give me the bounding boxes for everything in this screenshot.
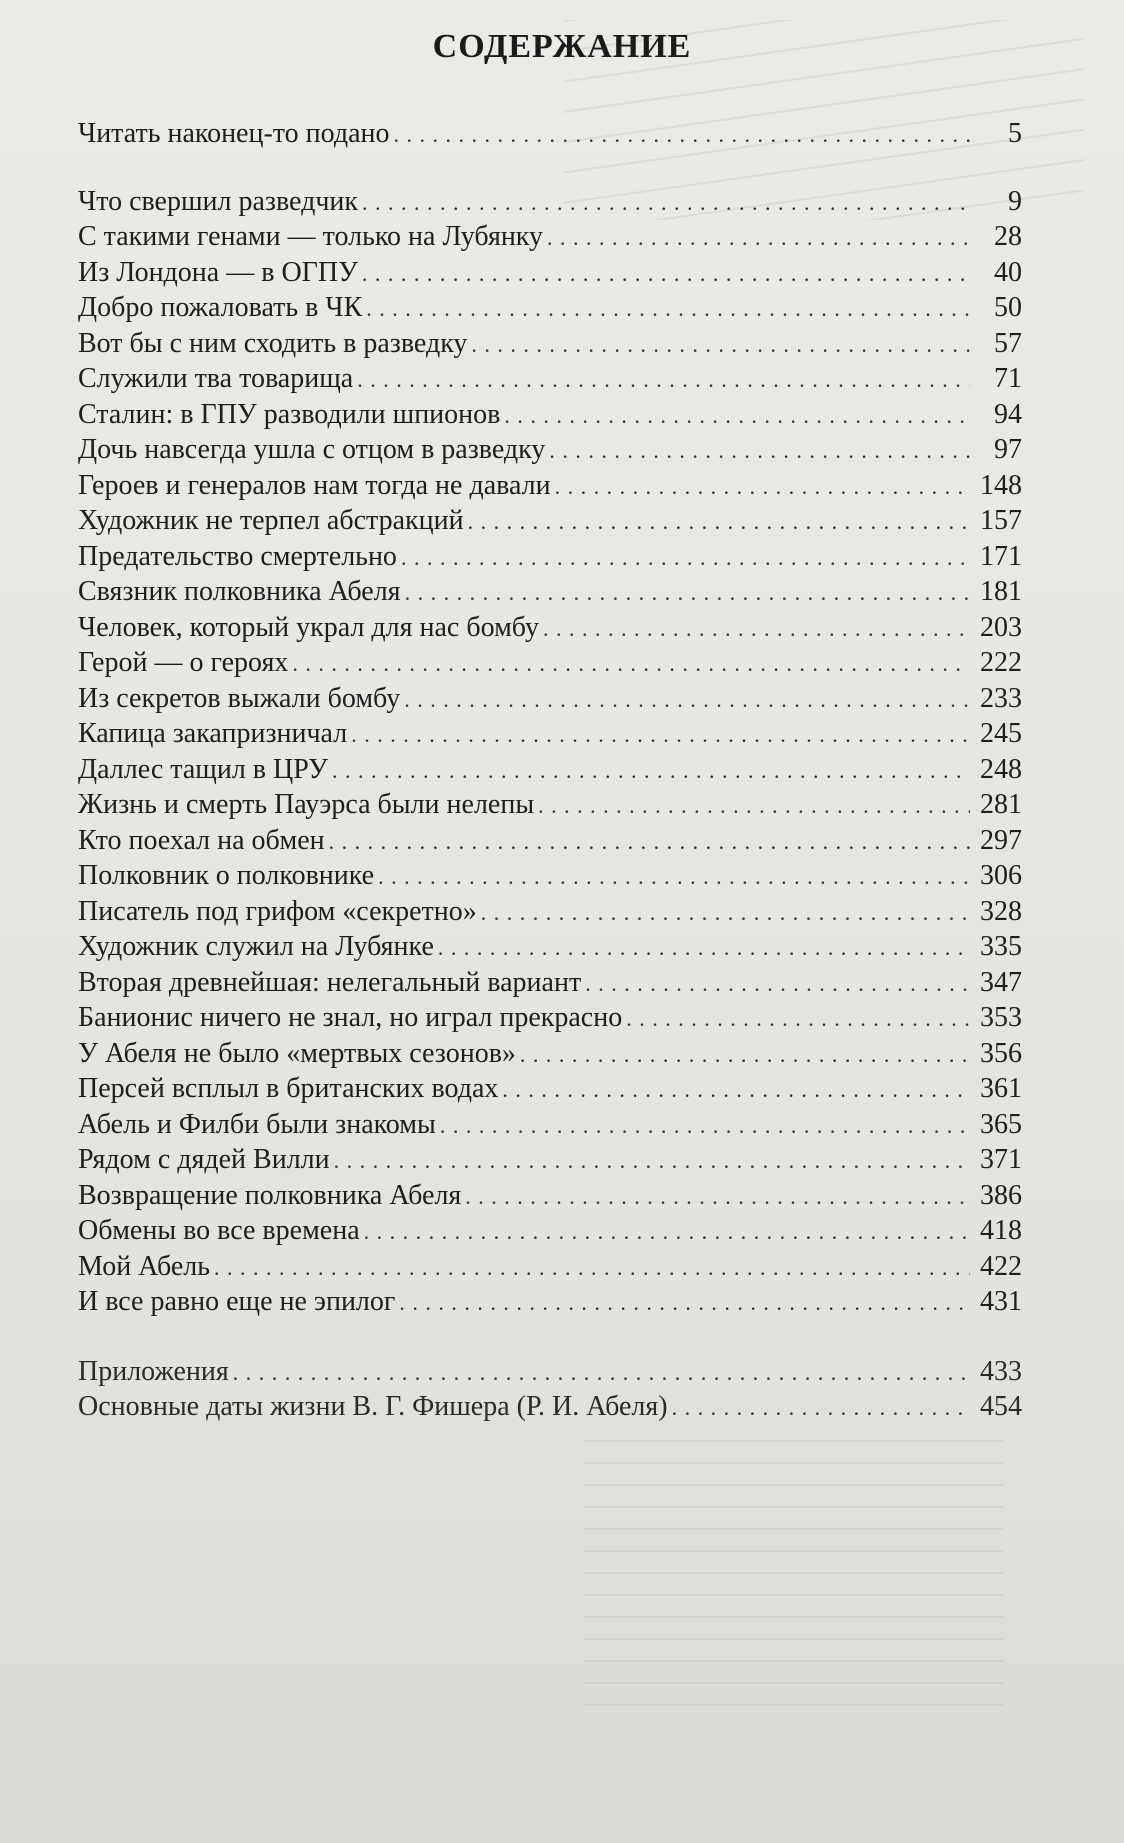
toc-entry xyxy=(78,894,1022,930)
toc-entry-title: Что свершил разведчик xyxy=(78,185,359,217)
leader-dots xyxy=(549,433,970,469)
toc-entry-page: 233 xyxy=(980,682,1022,714)
toc-entry-page: 171 xyxy=(980,540,1022,572)
section-spacer xyxy=(78,152,1022,184)
toc-entry xyxy=(78,929,1022,965)
toc-entry xyxy=(78,1389,1022,1425)
toc-entry-page: 222 xyxy=(980,647,1022,678)
leader-dots xyxy=(481,895,970,931)
toc-entry-title: С такими генами — только на Лубянку xyxy=(78,221,544,252)
leader-dots xyxy=(404,682,970,718)
toc-entry-page: 353 xyxy=(980,1002,1022,1033)
toc-entry-page: 203 xyxy=(980,611,1022,643)
toc-entry-title: Мой Абель xyxy=(78,1250,211,1282)
toc-entry-title: Сталин: в ГПУ разводили шпионов xyxy=(78,398,501,430)
toc-entry xyxy=(78,610,1022,646)
leader-dots xyxy=(351,717,970,753)
toc-entry-title: Читать наконец-то подано xyxy=(78,118,390,149)
toc-entry xyxy=(78,290,1022,326)
toc-entry xyxy=(78,1354,1022,1390)
toc-entry-title: Полковник о полковнике xyxy=(78,860,375,891)
toc-entry-title: Связник полковника Абеля xyxy=(78,576,401,607)
toc-entry xyxy=(78,787,1022,823)
toc-entry-page: 431 xyxy=(980,1286,1022,1317)
toc-entry-page: 57 xyxy=(994,327,1022,359)
toc-appendix-section xyxy=(78,1354,1022,1425)
toc-entry-title: Рядом с дядей Вилли xyxy=(78,1144,330,1175)
toc-entry xyxy=(78,1284,1022,1320)
toc-entry xyxy=(78,539,1022,575)
leader-dots xyxy=(672,1390,970,1426)
page-title: СОДЕРЖАНИЕ xyxy=(432,28,692,65)
toc-entry-page: 386 xyxy=(980,1179,1022,1211)
toc-entry-page: 328 xyxy=(980,895,1022,927)
leader-dots xyxy=(438,930,970,966)
toc-entry-title: Даллес тащил в ЦРУ xyxy=(78,753,328,785)
toc-entry xyxy=(78,1107,1022,1143)
toc-entry-page: 248 xyxy=(980,753,1022,785)
toc-entry-title: Персей всплыл в британских водах xyxy=(78,1073,499,1104)
toc-entry-page: 97 xyxy=(994,434,1022,465)
toc-entry-title: Из Лондона — в ОГПУ xyxy=(78,256,358,288)
leader-dots xyxy=(520,1037,970,1073)
toc-entry-title: Банионис ничего не знал, но играл прекрасно xyxy=(78,1002,623,1033)
toc-entry-title: Абель и Филби были знакомы xyxy=(78,1108,436,1140)
toc-entry-title: Писатель под грифом «секретно» xyxy=(78,895,477,927)
leader-dots xyxy=(334,1143,970,1179)
toc-entry-title: Возвращение полковника Абеля xyxy=(78,1179,462,1211)
toc-entry-page: 5 xyxy=(1008,118,1022,149)
leader-dots xyxy=(401,540,970,576)
leader-dots xyxy=(504,398,970,434)
toc-entry-page: 40 xyxy=(994,256,1022,288)
toc-entry-page: 433 xyxy=(980,1355,1022,1387)
leader-dots xyxy=(332,753,970,789)
toc-entry-page: 28 xyxy=(994,221,1022,252)
toc-entry-title: Художник не терпел абстракций xyxy=(78,505,464,536)
toc-entry xyxy=(78,823,1022,859)
toc-entry-title: Кто поехал на обмен xyxy=(78,824,325,856)
toc-entry xyxy=(78,1036,1022,1072)
toc-entry xyxy=(78,574,1022,610)
leader-dots xyxy=(399,1285,970,1321)
leader-dots xyxy=(357,362,970,398)
toc-entry xyxy=(78,752,1022,788)
leader-dots xyxy=(543,611,970,647)
leader-dots xyxy=(585,966,970,1002)
toc-entry xyxy=(78,1178,1022,1214)
leader-dots xyxy=(538,788,970,824)
leader-dots xyxy=(394,117,971,153)
toc-entry-page: 454 xyxy=(980,1391,1022,1422)
toc-entry-title: Художник служил на Лубянке xyxy=(78,931,434,962)
leader-dots xyxy=(362,185,970,221)
leader-dots xyxy=(626,1001,970,1037)
toc-entry-page: 50 xyxy=(994,292,1022,323)
toc-entry xyxy=(78,503,1022,539)
toc-entry-page: 365 xyxy=(980,1108,1022,1140)
toc-entry-page: 371 xyxy=(980,1144,1022,1175)
toc-entry-page: 422 xyxy=(980,1250,1022,1282)
toc-entry-title: Основные даты жизни В. Г. Фишера (Р. И. Абеля) xyxy=(78,1391,668,1422)
toc-entry xyxy=(78,858,1022,894)
leader-dots xyxy=(329,824,970,860)
leader-dots xyxy=(468,504,970,540)
leader-dots xyxy=(378,859,970,895)
toc-entry-page: 181 xyxy=(980,576,1022,607)
toc-entry xyxy=(78,681,1022,717)
toc-entry-page: 94 xyxy=(994,398,1022,430)
toc-entry-title: Обмены во все времена xyxy=(78,1215,360,1246)
leader-dots xyxy=(405,575,970,611)
toc-entry xyxy=(78,1249,1022,1285)
toc-entry-page: 245 xyxy=(980,718,1022,749)
toc-entry-page: 306 xyxy=(980,860,1022,891)
toc-intro-section xyxy=(78,116,1022,152)
leader-dots xyxy=(555,469,970,505)
section-spacer xyxy=(78,1320,1022,1354)
toc-entry xyxy=(78,219,1022,255)
toc-entry-title: Жизнь и смерть Пауэрса были нелепы xyxy=(78,789,535,820)
toc-entry-page: 297 xyxy=(980,824,1022,856)
toc-entry xyxy=(78,645,1022,681)
toc-entry xyxy=(78,716,1022,752)
toc-entry-title: Человек, который украл для нас бомбу xyxy=(78,611,539,643)
toc-entry-page: 9 xyxy=(1008,185,1022,217)
toc-entry xyxy=(78,1142,1022,1178)
leader-dots xyxy=(440,1108,970,1144)
toc-entry xyxy=(78,432,1022,468)
leader-dots xyxy=(366,291,970,327)
toc-entry xyxy=(78,116,1022,152)
toc-entry-page: 361 xyxy=(980,1073,1022,1104)
leader-dots xyxy=(547,220,970,256)
reverse-side-bleed xyxy=(584,1440,1004,1710)
leader-dots xyxy=(471,327,970,363)
toc-entry xyxy=(78,1071,1022,1107)
toc-entry-page: 356 xyxy=(980,1037,1022,1069)
leader-dots xyxy=(362,256,970,292)
toc-entry-title: Герой — о героях xyxy=(78,647,289,678)
toc-entry-title: Приложения xyxy=(78,1355,229,1387)
leader-dots xyxy=(233,1355,970,1391)
toc-entry-title: И все равно еще не эпилог xyxy=(78,1286,396,1317)
toc-entry-page: 148 xyxy=(980,469,1022,501)
toc-entry xyxy=(78,255,1022,291)
toc-entry-page: 281 xyxy=(980,789,1022,820)
toc-entry-title: Дочь навсегда ушла с отцом в разведку xyxy=(78,434,546,465)
toc-entry xyxy=(78,1000,1022,1036)
toc-entry-title: Вторая древнейшая: нелегальный вариант xyxy=(78,966,582,998)
leader-dots xyxy=(364,1214,970,1250)
toc-entry-page: 335 xyxy=(980,931,1022,962)
toc-entry-title: У Абеля не было «мертвых сезонов» xyxy=(78,1037,516,1069)
toc-entry-title: Героев и генералов нам тогда не давали xyxy=(78,469,551,501)
toc-entry xyxy=(78,326,1022,362)
toc-entry-page: 157 xyxy=(980,505,1022,536)
toc-entry xyxy=(78,361,1022,397)
toc-entry-page: 418 xyxy=(980,1215,1022,1246)
toc-entry-title: Капица закапризничал xyxy=(78,718,348,749)
toc-entry xyxy=(78,397,1022,433)
toc-entry-title: Предательство смертельно xyxy=(78,540,397,572)
leader-dots xyxy=(214,1250,970,1286)
leader-dots xyxy=(502,1072,970,1108)
toc-entry xyxy=(78,965,1022,1001)
toc-entry-title: Служили тва товарища xyxy=(78,363,354,394)
leader-dots xyxy=(465,1179,970,1215)
toc-entry-title: Из секретов выжали бомбу xyxy=(78,682,401,714)
toc-entry-page: 347 xyxy=(980,966,1022,998)
toc-entry-title: Вот бы с ним сходить в разведку xyxy=(78,327,468,359)
leader-dots xyxy=(292,646,970,682)
toc-entry-page: 71 xyxy=(994,363,1022,394)
toc-entry xyxy=(78,184,1022,220)
toc-entry xyxy=(78,468,1022,504)
toc-chapters-section xyxy=(78,184,1022,1320)
table-of-contents xyxy=(78,116,1022,1425)
toc-entry-title: Добро пожаловать в ЧК xyxy=(78,292,363,323)
toc-entry xyxy=(78,1213,1022,1249)
